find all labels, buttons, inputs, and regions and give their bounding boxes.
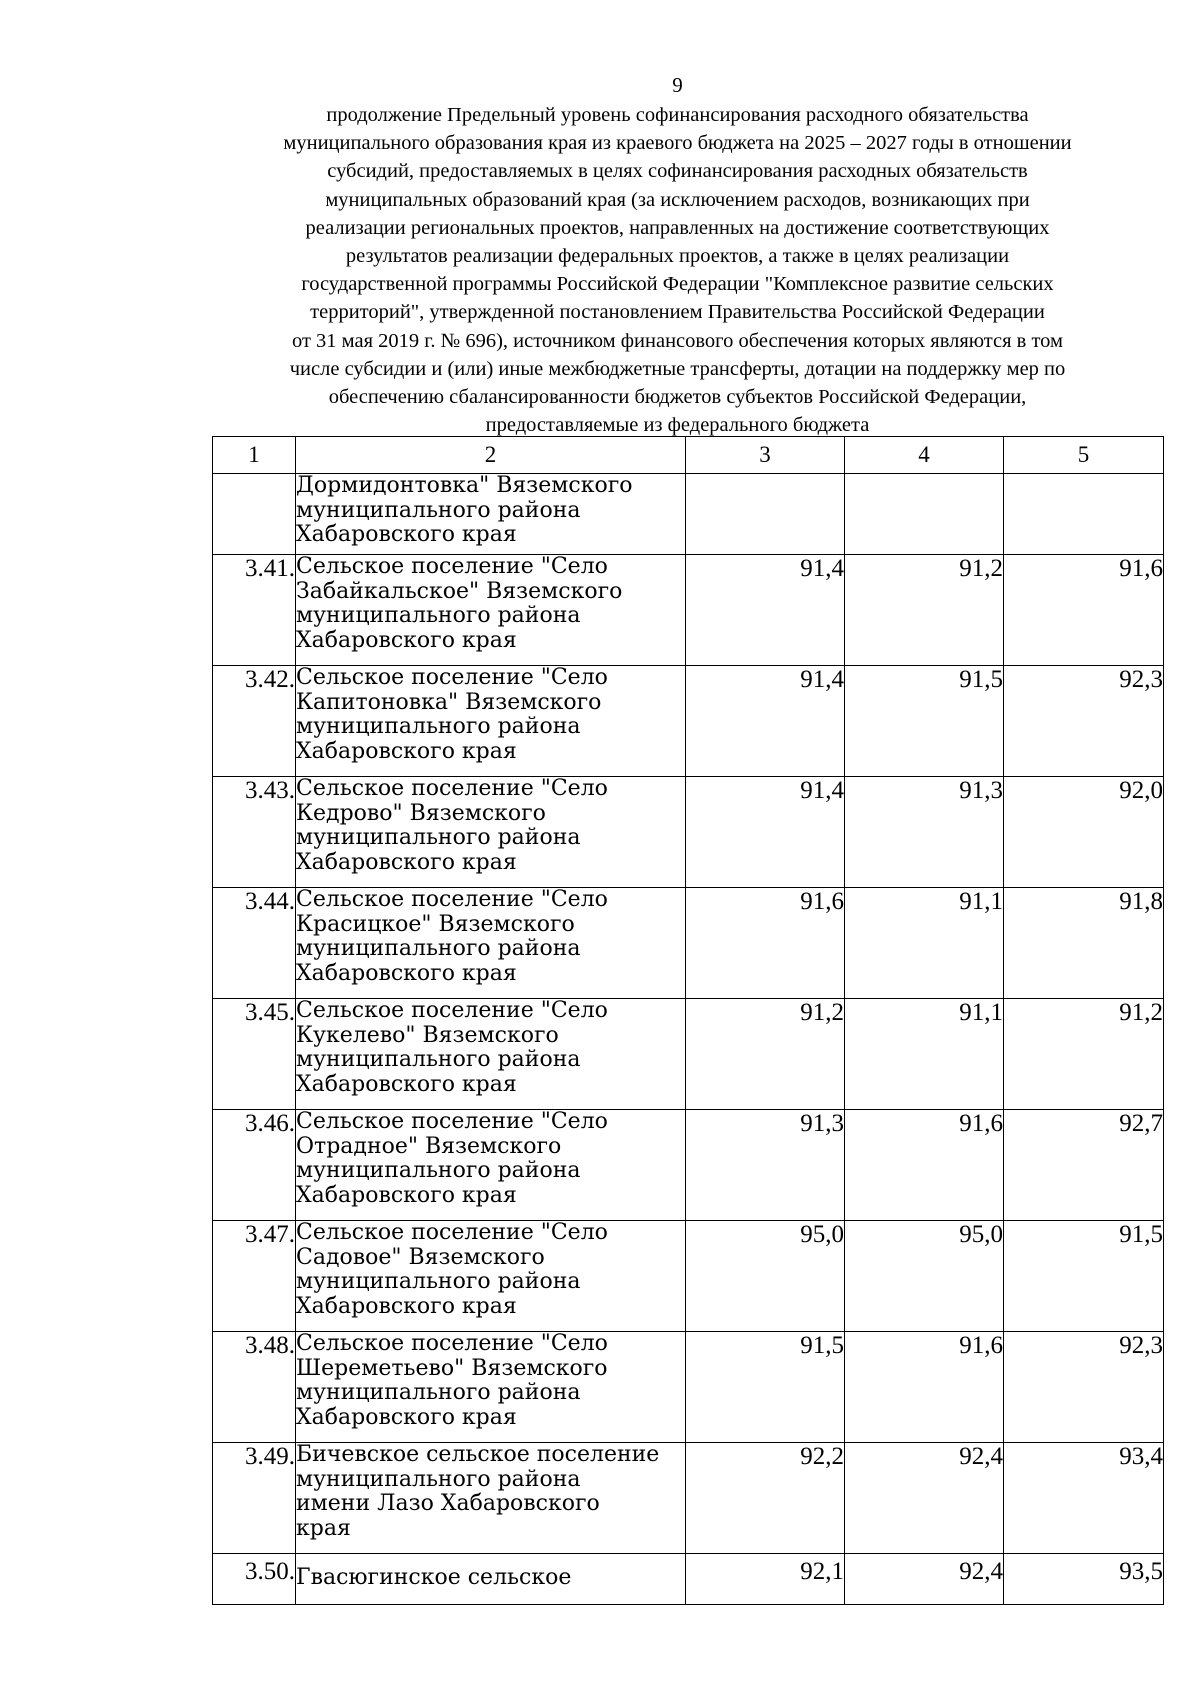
name-line: муниципального района	[296, 603, 581, 629]
name-line: Хабаровского края	[296, 627, 517, 653]
heading-line: государственной программы Российской Федерации "Комплексное развитие сельских	[301, 273, 1054, 296]
document-heading	[195, 101, 1160, 439]
value-2025: 91,4	[686, 666, 845, 777]
value-2027: 91,8	[1004, 888, 1164, 999]
row-index: 3.44.	[213, 888, 296, 999]
settlement-name-cell	[296, 777, 686, 888]
heading-line: результатов реализации федеральных проектов, а также в целях реализации	[345, 245, 1010, 268]
name-line: Хабаровского края	[296, 960, 517, 986]
row-index: 3.50.	[213, 1554, 296, 1605]
value-2026: 91,6	[845, 1110, 1004, 1221]
value-2025: 91,5	[686, 1332, 845, 1443]
name-line: Гвасюгинское сельское	[296, 1565, 572, 1590]
row-index-cell	[213, 474, 296, 555]
heading-line: обеспечению сбалансированности бюджетов субъектов Российской Федерации,	[328, 386, 1027, 409]
name-line: края	[296, 1515, 351, 1541]
value-2026: 92,4	[845, 1443, 1004, 1554]
name-line: муниципального района	[296, 1158, 581, 1184]
name-line: муниципального района	[296, 825, 581, 851]
name-line: муниципального района	[296, 1466, 581, 1492]
name-line: муниципального района	[296, 1047, 581, 1073]
name-line: муниципального района	[296, 714, 581, 740]
table-row	[213, 1221, 1164, 1332]
table-row	[213, 1332, 1164, 1443]
settlement-name-cell	[296, 999, 686, 1110]
value-2027: 92,3	[1004, 1332, 1164, 1443]
name-line: Хабаровского края	[296, 1293, 517, 1319]
settlement-name-cell	[296, 1221, 686, 1332]
name-line: Отрадное" Вяземского	[296, 1133, 562, 1159]
name-line: Дормидонтовка" Вяземского	[296, 473, 633, 498]
value-2025: 91,4	[686, 777, 845, 888]
settlement-name-cell	[296, 474, 686, 555]
value-2026: 95,0	[845, 1221, 1004, 1332]
value-2025: 91,3	[686, 1110, 845, 1221]
heading-line: числе субсидии и (или) иные межбюджетные трансферты, дотации на поддержку мер по	[289, 357, 1066, 380]
value-2027: 93,5	[1004, 1554, 1164, 1605]
value-2025: 91,4	[686, 555, 845, 666]
heading-line: реализации региональных проектов, направленных на достижение соответствующих	[305, 216, 1050, 239]
row-index: 3.46.	[213, 1110, 296, 1221]
value-2026: 91,5	[845, 666, 1004, 777]
name-line: Красицкое" Вяземского	[296, 911, 575, 937]
value-2027: 91,6	[1004, 555, 1164, 666]
table-row-continuation	[213, 474, 1164, 555]
value-2025: 92,1	[686, 1554, 845, 1605]
value-2026: 92,4	[845, 1554, 1004, 1605]
settlement-name-cell	[296, 666, 686, 777]
name-line: Сельское поселение "Село	[296, 554, 608, 579]
name-line: Хабаровского края	[296, 738, 517, 764]
value-2027: 91,2	[1004, 999, 1164, 1110]
row-index: 3.49.	[213, 1443, 296, 1554]
name-line: муниципального района	[296, 497, 581, 523]
table-row	[213, 666, 1164, 777]
value-2026: 91,2	[845, 555, 1004, 666]
column-header: 2	[296, 437, 686, 474]
name-line: Хабаровского края	[296, 522, 517, 548]
table-row	[213, 999, 1164, 1110]
name-line: Садовое" Вяземского	[296, 1244, 545, 1270]
page-number: 9	[672, 73, 683, 97]
column-header: 1	[213, 437, 296, 474]
table-row	[213, 1110, 1164, 1221]
value-2027: 93,4	[1004, 1443, 1164, 1554]
name-line: Сельское поселение "Село	[296, 887, 608, 912]
name-line: Сельское поселение "Село	[296, 776, 608, 801]
table-row	[213, 777, 1164, 888]
heading-line: муниципальных образований края (за исключением расходов, возникающих при	[325, 188, 1030, 211]
value-2025: 95,0	[686, 1221, 845, 1332]
value-2026: 91,3	[845, 777, 1004, 888]
column-header: 3	[686, 437, 845, 474]
value-cell	[1004, 474, 1164, 555]
row-index: 3.45.	[213, 999, 296, 1110]
name-line: имени Лазо Хабаровского	[296, 1491, 600, 1517]
column-header: 5	[1004, 437, 1164, 474]
heading-line: от 31 мая 2019 г. № 696), источником финансового обеспечения которых являются в том	[291, 329, 1063, 352]
table-row	[213, 1443, 1164, 1554]
name-line: Капитоновка" Вяземского	[296, 689, 602, 715]
name-line: муниципального района	[296, 936, 581, 962]
name-line: Кедрово" Вяземского	[296, 800, 546, 826]
column-number-row	[213, 437, 1164, 474]
name-line: Сельское поселение "Село	[296, 1109, 608, 1134]
name-line: Хабаровского края	[296, 1182, 517, 1208]
value-2025: 91,6	[686, 888, 845, 999]
heading-line: муниципального образования края из краевого бюджета на 2025 – 2027 годы в отношении	[283, 132, 1072, 155]
name-line: Хабаровского края	[296, 1404, 517, 1430]
table-row	[213, 1554, 1164, 1605]
name-line: Сельское поселение "Село	[296, 998, 608, 1023]
value-cell	[686, 474, 845, 555]
value-2027: 92,3	[1004, 666, 1164, 777]
row-index: 3.42.	[213, 666, 296, 777]
name-line: Бичевское сельское поселение	[296, 1442, 660, 1467]
value-2025: 91,2	[686, 999, 845, 1110]
settlement-name-cell	[296, 1443, 686, 1554]
row-index: 3.48.	[213, 1332, 296, 1443]
table-row	[213, 888, 1164, 999]
settlement-name-cell	[296, 1554, 686, 1605]
name-line: муниципального района	[296, 1269, 581, 1295]
settlement-name-cell	[296, 1332, 686, 1443]
name-line: Хабаровского края	[296, 1071, 517, 1097]
value-2027: 92,0	[1004, 777, 1164, 888]
value-2026: 91,1	[845, 888, 1004, 999]
settlement-name-cell	[296, 888, 686, 999]
name-line: Забайкальское" Вяземского	[296, 578, 623, 604]
column-header: 4	[845, 437, 1004, 474]
heading-line: территорий", утвержденной постановлением Правительства Российской Федерации	[310, 301, 1045, 324]
name-line: Сельское поселение "Село	[296, 1331, 608, 1356]
name-line: муниципального района	[296, 1380, 581, 1406]
settlement-name-cell	[296, 1110, 686, 1221]
value-2027: 92,7	[1004, 1110, 1164, 1221]
row-index: 3.41.	[213, 555, 296, 666]
value-2025: 92,2	[686, 1443, 845, 1554]
name-line: Сельское поселение "Село	[296, 1220, 608, 1245]
name-line: Хабаровского края	[296, 849, 517, 875]
row-index: 3.47.	[213, 1221, 296, 1332]
table-row	[213, 555, 1164, 666]
heading-line: продолжение Предельный уровень софинансирования расходного обязательства	[326, 104, 1029, 126]
heading-line: субсидий, предоставляемых в целях софинансирования расходных обязательств	[327, 160, 1028, 183]
value-2027: 91,5	[1004, 1221, 1164, 1332]
value-2026: 91,6	[845, 1332, 1004, 1443]
heading-line: предоставляемые из федерального бюджета	[485, 414, 870, 437]
settlement-name-cell	[296, 555, 686, 666]
value-cell	[845, 474, 1004, 555]
name-line: Шереметьево" Вяземского	[296, 1355, 608, 1381]
name-line: Кукелево" Вяземского	[296, 1022, 559, 1048]
value-2026: 91,1	[845, 999, 1004, 1110]
name-line: Сельское поселение "Село	[296, 665, 608, 690]
cofinancing-table	[212, 436, 1164, 1605]
row-index: 3.43.	[213, 777, 296, 888]
